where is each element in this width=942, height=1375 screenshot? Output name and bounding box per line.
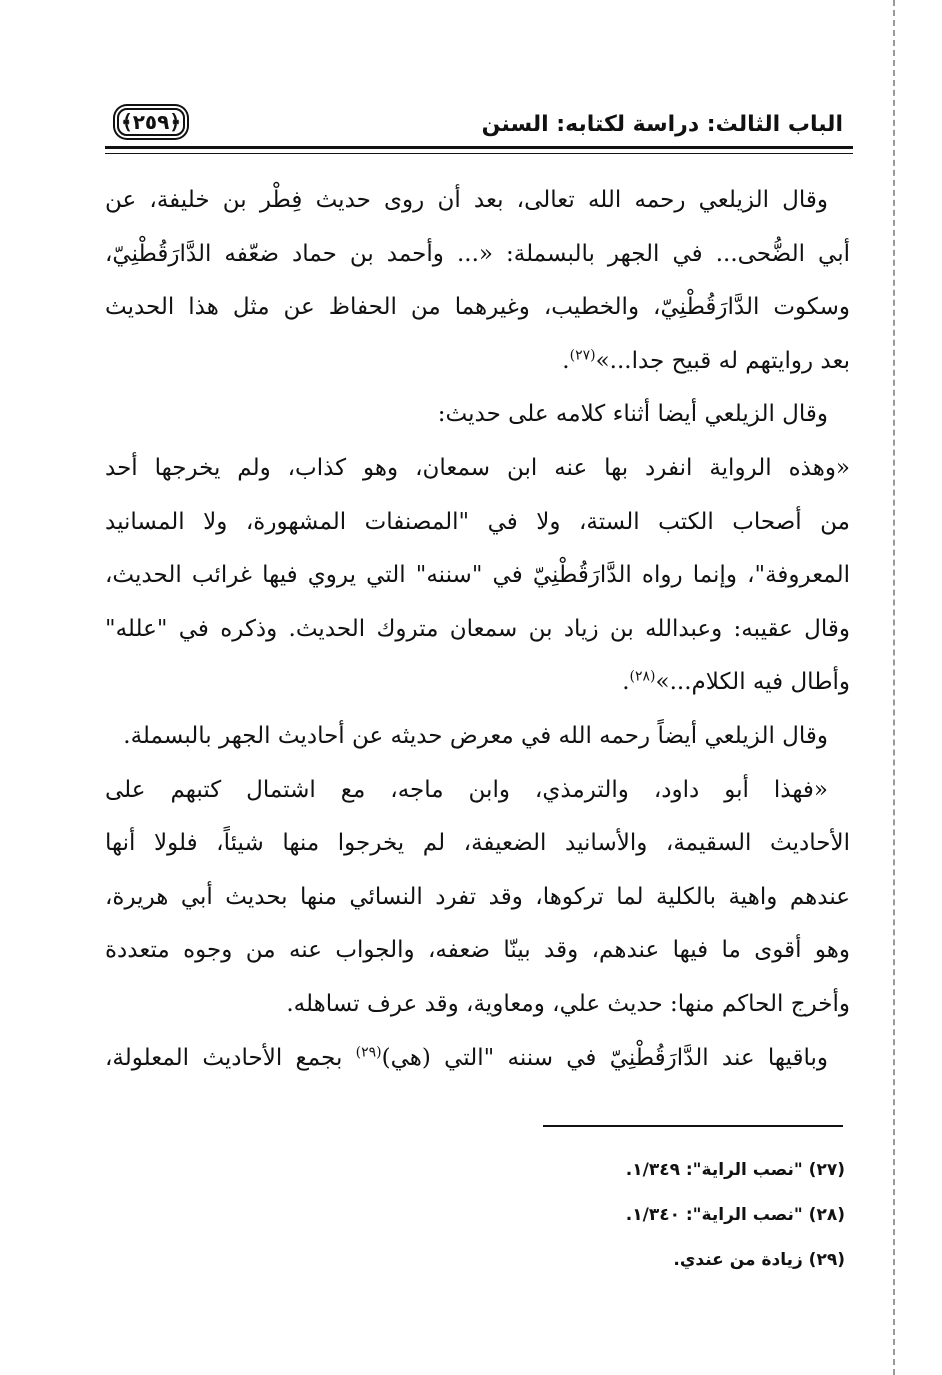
line-text: أبي الضُّحى... في الجهر بالبسملة: «... وأحمد بن حماد ضعّفه الدَّارَقُطْنِيّ،	[105, 240, 850, 267]
footnote-29: (٢٩) زيادة من عندي.	[673, 1250, 845, 1270]
line-text: وباقيها عند الدَّارَقُطْنِيّ في سننه "التي (هي)	[381, 1044, 828, 1071]
line-text-after: بجمع الأحاديث المعلولة،	[105, 1044, 356, 1071]
footnote-28: (٢٨) "نصب الراية": ١/٣٤٠.	[625, 1205, 845, 1225]
line-text: وقال عقيبه: وعبدالله بن زياد بن سمعان متروك الحديث. وذكره في "علله"	[105, 615, 850, 642]
text-line	[105, 656, 850, 710]
line-text: وسكوت الدَّارَقُطْنِيّ، والخطيب، وغيرهما من الحفاظ عن مثل هذا الحديث	[105, 294, 850, 321]
text-line	[105, 764, 850, 818]
main-text	[105, 174, 850, 1085]
text-line	[105, 710, 850, 764]
text-line	[105, 174, 850, 228]
text-line	[105, 442, 850, 496]
chapter-title: الباب الثالث: دراسة لكتابه: السنن	[481, 112, 843, 137]
footnotes	[345, 1148, 845, 1283]
footnote-ref-28: (٢٨)	[629, 668, 656, 685]
text-line	[105, 871, 850, 925]
line-text: عندهم واهية بالكلية لما تركوها، وقد تفرد النسائي منها بحديث أبي هريرة،	[105, 883, 850, 910]
line-text-after: .	[622, 669, 630, 696]
line-text: من أصحاب الكتب الستة، ولا في "المصنفات المشهورة، ولا المسانيد	[105, 508, 850, 535]
page-edge-border	[893, 0, 895, 1375]
footnote-ref-27: (٢٧)	[569, 347, 596, 364]
text-line	[105, 549, 850, 603]
page-header	[105, 100, 853, 144]
line-text: وقال الزيلعي رحمه الله تعالى، بعد أن روى حديث فِطْر بن خليفة، عن	[105, 187, 828, 213]
line-text: بعد روايتهم له قبيح جدا...»	[595, 347, 850, 374]
page-number: ﴿٢٥٩﴾	[117, 108, 185, 136]
line-text: المعروفة"، وإنما رواه الدَّارَقُطْنِيّ في "سننه" التي يروي فيها غرائب الحديث،	[105, 562, 850, 589]
text-line	[105, 924, 850, 978]
footnote-27: (٢٧) "نصب الراية": ١/٣٤٩.	[625, 1160, 845, 1180]
text-line	[105, 817, 850, 871]
header-rule-thick	[105, 146, 853, 149]
line-text: وقال الزيلعي أيضاً رحمه الله في معرض حديثه عن أحاديث الجهر بالبسملة.	[123, 722, 828, 749]
text-line	[105, 496, 850, 550]
text-line	[105, 603, 850, 657]
line-text: وأخرج الحاكم منها: حديث علي، ومعاوية، وقد عرف تساهله.	[286, 990, 850, 1017]
line-text-after: .	[562, 347, 570, 374]
footnote-ref-29: (٢٩)	[355, 1043, 382, 1060]
header-rule-thin	[105, 153, 853, 154]
text-line	[105, 281, 850, 335]
line-text: وأطال فيه الكلام...»	[655, 669, 850, 696]
line-text: الأحاديث السقيمة، والأسانيد الضعيفة، لم يخرجوا منها شيئاً، فلولا أنها	[105, 830, 850, 857]
line-text: وقال الزيلعي أيضا أثناء كلامه على حديث:	[437, 401, 828, 428]
text-line	[105, 1032, 850, 1086]
line-text: «فهذا أبو داود، والترمذي، وابن ماجه، مع اشتمال كتبهم على	[105, 776, 828, 803]
line-text: وهو أقوى ما فيها عندهم، وقد بينّا ضعفه، والجواب عنه من وجوه متعددة	[105, 937, 850, 964]
line-text: «وهذه الرواية انفرد بها عنه ابن سمعان، وهو كذاب، ولم يخرجها أحد	[105, 454, 850, 481]
footnote-separator	[543, 1125, 843, 1127]
text-line	[105, 335, 850, 389]
text-line	[105, 978, 850, 1032]
text-line	[105, 388, 850, 442]
text-line	[105, 228, 850, 282]
